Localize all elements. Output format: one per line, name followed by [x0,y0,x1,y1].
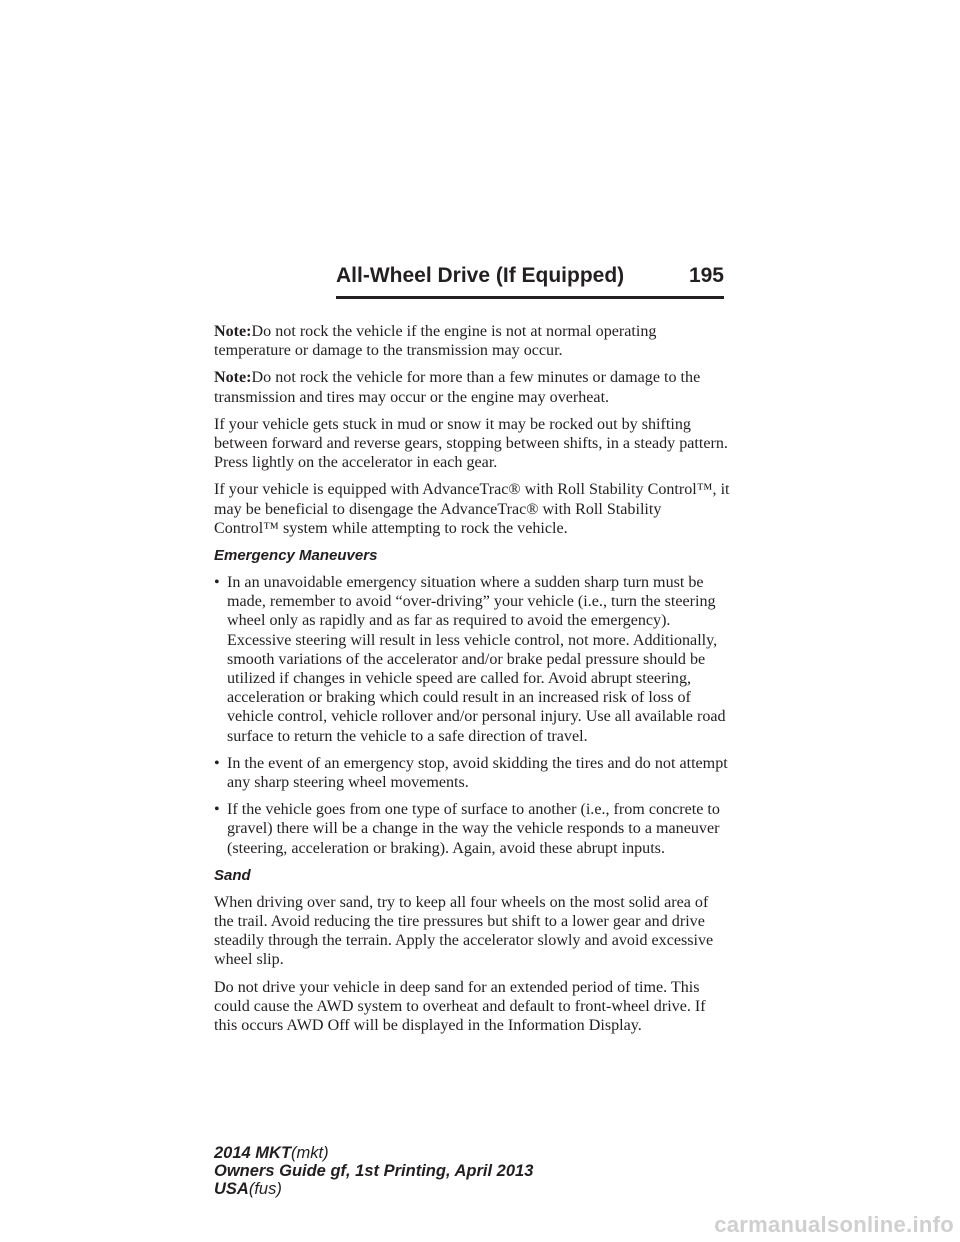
list-item-text: If the vehicle goes from one type of surface to another (i.e., from concrete to gravel) there will be a change in the way the vehicle responds to a maneuver (steering, acceleration or braking). Again, avoid these abrupt inputs. [227,801,720,857]
note-label: Note: [214,369,252,387]
note-text: Do not rock the vehicle if the engine is not at normal operating temperature or damage to the transmission may occur. [214,323,657,360]
footer-model-line [214,1144,533,1162]
bullet-icon: • [214,754,220,772]
footer-market: USA [214,1180,249,1198]
list-item-text: In an unavoidable emergency situation where a sudden sharp turn must be made, remember to avoid “over-driving” your vehicle (i.e., turn the steering wheel only as rapidly and as far as required to avoid the emergency). Excessive steering will result in less vehicle control, not more. Additionally, smooth variations of the accelerator and/or brake pedal pressure should be utilized if changes in vehicle speed are called for. Avoid abrupt steering, acceleration or braking which could result in an increased risk of loss of vehicle control, vehicle rollover and/or personal injury. Use all available road surface to return the vehicle to a safe direction of travel. [227,574,726,745]
footer-model-code: (mkt) [291,1144,329,1162]
footer-model: 2014 MKT [214,1144,292,1162]
body-paragraph-sand-1: When driving over sand, try to keep all four wheels on the most solid area of the trail. Avoid reducing the tire pressures but shift to a lower gear and drive steadily through the terrain. Apply the accelerator slowly and avoid excessive wheel slip. [214,893,714,969]
list-item [214,800,730,858]
body-paragraph-advancetrac: If your vehicle is equipped with AdvanceTrac® with Roll Stability Control™, it may be beneficial to disengage the AdvanceTrac® with Roll Stability Control™ system while attempting to rock the vehicle. [214,481,730,537]
heading-emergency-maneuvers: Emergency Maneuvers [214,547,378,565]
note-paragraph [214,322,730,360]
list-item [214,754,730,792]
page-header [336,256,724,299]
note-text: Do not rock the vehicle for more than a few minutes or damage to the transmission and tires may occur or the engine may overheat. [214,369,701,406]
note-label: Note: [214,323,252,340]
body-paragraph-sand-2: Do not drive your vehicle in deep sand for an extended period of time. This could cause the AWD system to overheat and default to front-wheel drive. If this occurs AWD Off will be displayed in the Information Display. [214,978,706,1035]
page-number: 195 [688,264,724,287]
footer-market-line [214,1180,533,1198]
page-content [214,322,730,1043]
section-title: All-Wheel Drive (If Equipped) [336,264,625,287]
list-item [214,573,730,746]
page-footer [214,1144,533,1198]
list-item-text: In the event of an emergency stop, avoid skidding the tires and do not attempt any sharp steering wheel movements. [227,754,728,792]
footer-printing-line: Owners Guide gf, 1st Printing, April 2013 [214,1162,534,1180]
bullet-icon: • [214,574,220,592]
heading-sand: Sand [214,866,251,884]
bullet-icon: • [214,801,220,819]
note-paragraph [214,368,730,406]
watermark: carmanualsonline.info [714,1212,954,1237]
body-paragraph-rocking: If your vehicle gets stuck in mud or snow it may be rocked out by shifting between forward and reverse gears, stopping between shifts, in a steady pattern. Press lightly on the accelerator in each gear. [214,415,728,472]
emergency-bullet-list [214,573,730,858]
footer-market-code: (fus) [248,1180,282,1198]
